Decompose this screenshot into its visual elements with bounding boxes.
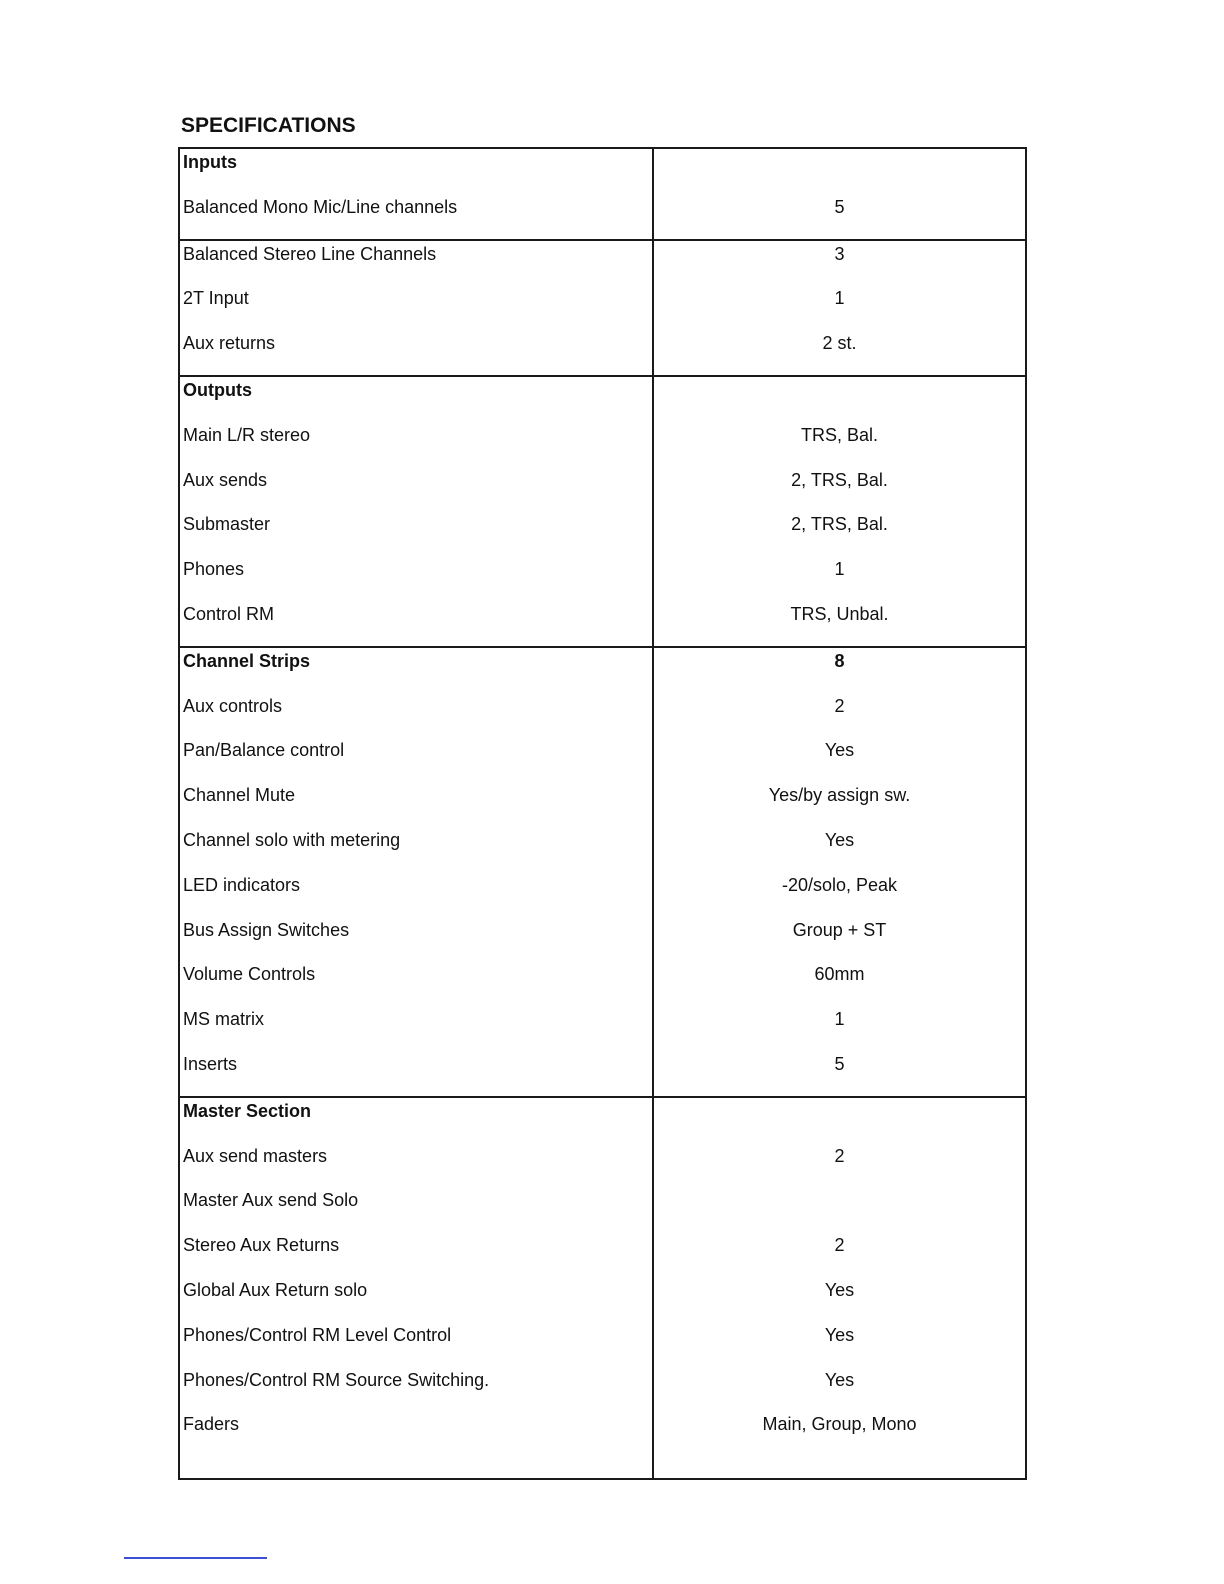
- spec-value: 1: [834, 559, 845, 580]
- spec-label: Master Aux send Solo: [183, 1190, 359, 1211]
- spec-value: 60mm: [814, 964, 865, 985]
- spec-label: Aux sends: [183, 469, 268, 490]
- label-column: [180, 648, 654, 1096]
- spec-value: 2, TRS, Bal.: [791, 469, 888, 490]
- spec-value: 5: [834, 1053, 845, 1074]
- spec-label: LED indicators: [183, 874, 301, 895]
- spec-value: 1: [834, 288, 845, 309]
- spec-value: Yes: [824, 1279, 855, 1300]
- spec-value: -20/solo, Peak: [781, 874, 898, 895]
- value-column: [654, 1098, 1025, 1478]
- value-column: [654, 149, 1025, 239]
- spec-value: 3: [834, 243, 845, 264]
- spec-value: [654, 149, 1025, 194]
- spec-label: Aux returns: [183, 333, 276, 354]
- spec-label: Bus Assign Switches: [183, 919, 350, 940]
- section-heading: Master Section: [183, 1100, 312, 1121]
- spec-value: 5: [834, 196, 845, 217]
- spec-value: Yes/by assign sw.: [768, 785, 911, 806]
- spec-value: Main, Group, Mono: [762, 1414, 917, 1435]
- spec-label: Phones/Control RM Source Switching.: [183, 1369, 490, 1390]
- spec-label: Stereo Aux Returns: [183, 1235, 340, 1256]
- spec-value: 2: [834, 1235, 845, 1256]
- spec-label: Channel Mute: [183, 785, 296, 806]
- label-column: [180, 1098, 654, 1478]
- spec-label: Volume Controls: [183, 964, 316, 985]
- table-bottom-padding: [180, 1456, 652, 1478]
- spec-label: Faders: [183, 1414, 240, 1435]
- section-heading: Outputs: [183, 379, 252, 400]
- spec-label: 2T Input: [183, 288, 249, 309]
- label-column: [180, 377, 654, 646]
- spec-label: Aux send masters: [183, 1145, 328, 1166]
- spec-label: Control RM: [183, 603, 275, 624]
- spec-group-master-section: [180, 1096, 1025, 1478]
- spec-label: Submaster: [183, 514, 271, 535]
- page-title: SPECIFICATIONS: [181, 114, 356, 137]
- spec-value: [654, 1187, 1025, 1232]
- spec-label: Phones/Control RM Level Control: [183, 1324, 452, 1345]
- spec-label: Inserts: [183, 1053, 238, 1074]
- spec-value: Yes: [824, 829, 855, 850]
- specifications-table: [178, 147, 1027, 1480]
- spec-value: Group + ST: [792, 919, 887, 940]
- spec-value: Yes: [824, 1369, 855, 1390]
- spec-label: Global Aux Return solo: [183, 1279, 368, 1300]
- section-heading: Inputs: [183, 152, 237, 172]
- spec-label: MS matrix: [183, 1009, 264, 1030]
- spec-group-channel-strips: [180, 646, 1025, 1096]
- spec-value: Yes: [824, 1324, 855, 1345]
- spec-value: 2 st.: [822, 333, 857, 354]
- spec-label: Balanced Mono Mic/Line channels: [183, 196, 458, 217]
- spec-group-stereo-inputs: [180, 239, 1025, 375]
- spec-label: Pan/Balance control: [183, 740, 345, 761]
- spec-value: 1: [834, 1009, 845, 1030]
- value-column: [654, 377, 1025, 646]
- spec-value: [654, 1098, 1025, 1143]
- section-heading: Channel Strips: [183, 650, 311, 671]
- spec-label: Phones: [183, 559, 245, 580]
- label-column: [180, 241, 654, 375]
- footnote-separator-line: [124, 1557, 267, 1559]
- spec-value: 2: [834, 695, 845, 716]
- spec-value: 2, TRS, Bal.: [791, 514, 888, 535]
- spec-value: 8: [834, 650, 845, 671]
- value-column: [654, 648, 1025, 1096]
- spec-value: TRS, Unbal.: [790, 603, 889, 624]
- spec-label: Main L/R stereo: [183, 424, 311, 445]
- spec-value: TRS, Bal.: [800, 424, 879, 445]
- spec-value: [654, 377, 1025, 422]
- spec-group-outputs: [180, 375, 1025, 646]
- spec-label: Balanced Stereo Line Channels: [183, 243, 437, 264]
- spec-label: Aux controls: [183, 695, 283, 716]
- spec-value: 2: [834, 1145, 845, 1166]
- label-column: [180, 149, 654, 239]
- spec-label: Channel solo with metering: [183, 829, 401, 850]
- spec-value: Yes: [824, 740, 855, 761]
- value-column: [654, 241, 1025, 375]
- spec-group-inputs: [180, 149, 1025, 239]
